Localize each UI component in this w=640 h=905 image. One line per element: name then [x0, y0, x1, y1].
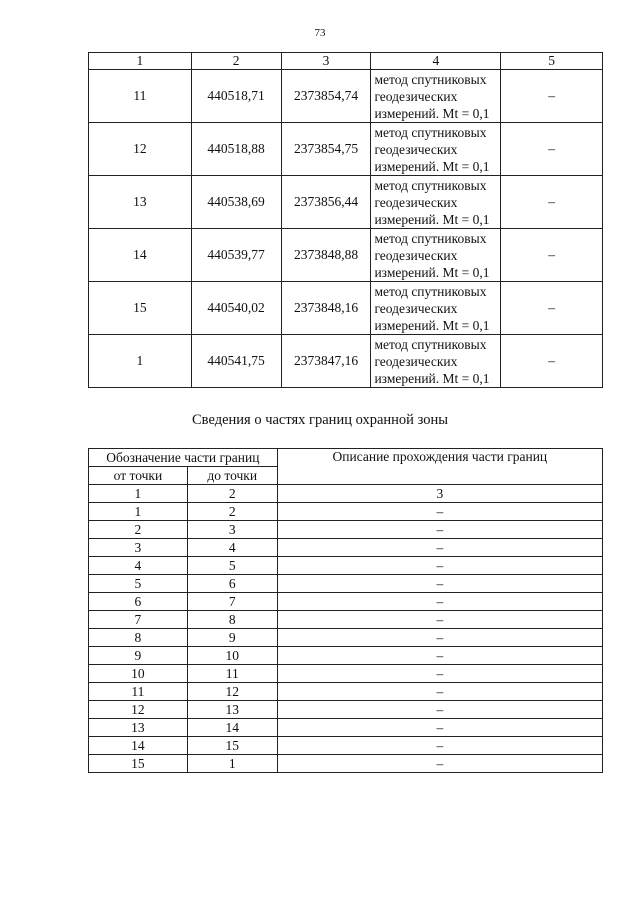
table-row: [89, 557, 603, 575]
method-line: метод спутниковых: [374, 177, 487, 193]
from-point-cell: 8: [89, 629, 188, 647]
table-row: [89, 335, 603, 388]
y-coordinate-cell: 2373847,16: [281, 335, 371, 388]
column-number: 2: [187, 485, 277, 503]
from-point-cell: 11: [89, 683, 188, 701]
table-row: [89, 282, 603, 335]
to-point-cell: 15: [187, 737, 277, 755]
method-cell: [371, 123, 501, 176]
description-cell: –: [277, 629, 602, 647]
note-cell: –: [501, 335, 603, 388]
point-number-cell: 12: [89, 123, 192, 176]
description-cell: –: [277, 701, 602, 719]
note-cell: –: [501, 229, 603, 282]
table-row: [89, 123, 603, 176]
to-point-cell: 5: [187, 557, 277, 575]
description-cell: –: [277, 611, 602, 629]
from-point-cell: 6: [89, 593, 188, 611]
from-point-cell: 5: [89, 575, 188, 593]
method-line: геодезических: [374, 247, 458, 263]
method-line: геодезических: [374, 141, 458, 157]
from-point-cell: 9: [89, 647, 188, 665]
from-point-cell: 7: [89, 611, 188, 629]
y-coordinate-cell: 2373854,75: [281, 123, 371, 176]
method-line: метод спутниковых: [374, 336, 487, 352]
method-cell: [371, 282, 501, 335]
method-line: метод спутниковых: [374, 71, 487, 87]
y-coordinate-cell: 2373848,88: [281, 229, 371, 282]
method-line: геодезических: [374, 353, 458, 369]
table-row: [89, 593, 603, 611]
description-cell: –: [277, 665, 602, 683]
column-number: 4: [371, 53, 501, 70]
method-line: геодезических: [374, 300, 458, 316]
to-point-cell: 14: [187, 719, 277, 737]
table-row: [89, 683, 603, 701]
description-cell: –: [277, 503, 602, 521]
coordinates-header-row: [89, 53, 603, 70]
from-point-cell: 14: [89, 737, 188, 755]
description-cell: –: [277, 539, 602, 557]
to-point-cell: 1: [187, 755, 277, 773]
y-coordinate-cell: 2373848,16: [281, 282, 371, 335]
from-point-cell: 10: [89, 665, 188, 683]
to-point-cell: 4: [187, 539, 277, 557]
description-cell: –: [277, 755, 602, 773]
description-cell: –: [277, 647, 602, 665]
from-point-cell: 1: [89, 503, 188, 521]
table-row: [89, 229, 603, 282]
table-row: [89, 629, 603, 647]
from-point-cell: 13: [89, 719, 188, 737]
column-number: 3: [277, 485, 602, 503]
header-from-cell: от точки: [89, 467, 188, 485]
method-cell: [371, 229, 501, 282]
table-row: [89, 719, 603, 737]
header-group-cell: Обозначение части границ: [89, 449, 278, 467]
table-row: [89, 647, 603, 665]
x-coordinate-cell: 440540,02: [191, 282, 281, 335]
x-coordinate-cell: 440538,69: [191, 176, 281, 229]
column-number: 5: [501, 53, 603, 70]
description-cell: –: [277, 575, 602, 593]
table-row: [89, 503, 603, 521]
parts-column-numbers-row: [89, 485, 603, 503]
table-row: [89, 611, 603, 629]
column-number: 1: [89, 53, 192, 70]
note-cell: –: [501, 70, 603, 123]
method-cell: [371, 70, 501, 123]
table-row: [89, 521, 603, 539]
method-line: геодезических: [374, 88, 458, 104]
from-point-cell: 3: [89, 539, 188, 557]
point-number-cell: 14: [89, 229, 192, 282]
table-row: [89, 176, 603, 229]
description-cell: –: [277, 521, 602, 539]
to-point-cell: 9: [187, 629, 277, 647]
x-coordinate-cell: 440518,71: [191, 70, 281, 123]
table-row: [89, 575, 603, 593]
method-line: геодезических: [374, 194, 458, 210]
parts-header-row: [89, 449, 603, 467]
column-number: 3: [281, 53, 371, 70]
x-coordinate-cell: 440541,75: [191, 335, 281, 388]
from-point-cell: 12: [89, 701, 188, 719]
from-point-cell: 2: [89, 521, 188, 539]
table-row: [89, 70, 603, 123]
note-cell: –: [501, 176, 603, 229]
table-row: [89, 755, 603, 773]
to-point-cell: 7: [187, 593, 277, 611]
to-point-cell: 10: [187, 647, 277, 665]
from-point-cell: 15: [89, 755, 188, 773]
boundary-parts-table: [88, 448, 603, 773]
point-number-cell: 1: [89, 335, 192, 388]
header-description-cell: Описание прохождения части границ: [277, 449, 602, 485]
note-cell: –: [501, 282, 603, 335]
column-number: 1: [89, 485, 188, 503]
method-line: метод спутниковых: [374, 283, 487, 299]
point-number-cell: 13: [89, 176, 192, 229]
method-cell: [371, 335, 501, 388]
method-cell: [371, 176, 501, 229]
note-cell: –: [501, 123, 603, 176]
x-coordinate-cell: 440518,88: [191, 123, 281, 176]
to-point-cell: 12: [187, 683, 277, 701]
header-to-cell: до точки: [187, 467, 277, 485]
description-cell: –: [277, 593, 602, 611]
to-point-cell: 6: [187, 575, 277, 593]
from-point-cell: 4: [89, 557, 188, 575]
point-number-cell: 15: [89, 282, 192, 335]
description-cell: –: [277, 737, 602, 755]
description-cell: –: [277, 683, 602, 701]
method-line: метод спутниковых: [374, 124, 487, 140]
method-line: измерений. Mt = 0,1: [374, 264, 490, 280]
method-line: измерений. Mt = 0,1: [374, 105, 490, 121]
method-line: измерений. Mt = 0,1: [374, 370, 490, 386]
to-point-cell: 3: [187, 521, 277, 539]
method-line: измерений. Mt = 0,1: [374, 317, 490, 333]
table-row: [89, 701, 603, 719]
to-point-cell: 8: [187, 611, 277, 629]
description-cell: –: [277, 719, 602, 737]
table-row: [89, 539, 603, 557]
section-title: Сведения о частях границ охранной зоны: [192, 412, 448, 428]
to-point-cell: 11: [187, 665, 277, 683]
x-coordinate-cell: 440539,77: [191, 229, 281, 282]
column-number: 2: [191, 53, 281, 70]
coordinates-table: [88, 52, 603, 388]
to-point-cell: 13: [187, 701, 277, 719]
description-cell: –: [277, 557, 602, 575]
table-row: [89, 737, 603, 755]
y-coordinate-cell: 2373854,74: [281, 70, 371, 123]
table-row: [89, 665, 603, 683]
method-line: метод спутниковых: [374, 230, 487, 246]
to-point-cell: 2: [187, 503, 277, 521]
point-number-cell: 11: [89, 70, 192, 123]
method-line: измерений. Mt = 0,1: [374, 211, 490, 227]
method-line: измерений. Mt = 0,1: [374, 158, 490, 174]
page-number: 73: [314, 27, 326, 39]
y-coordinate-cell: 2373856,44: [281, 176, 371, 229]
